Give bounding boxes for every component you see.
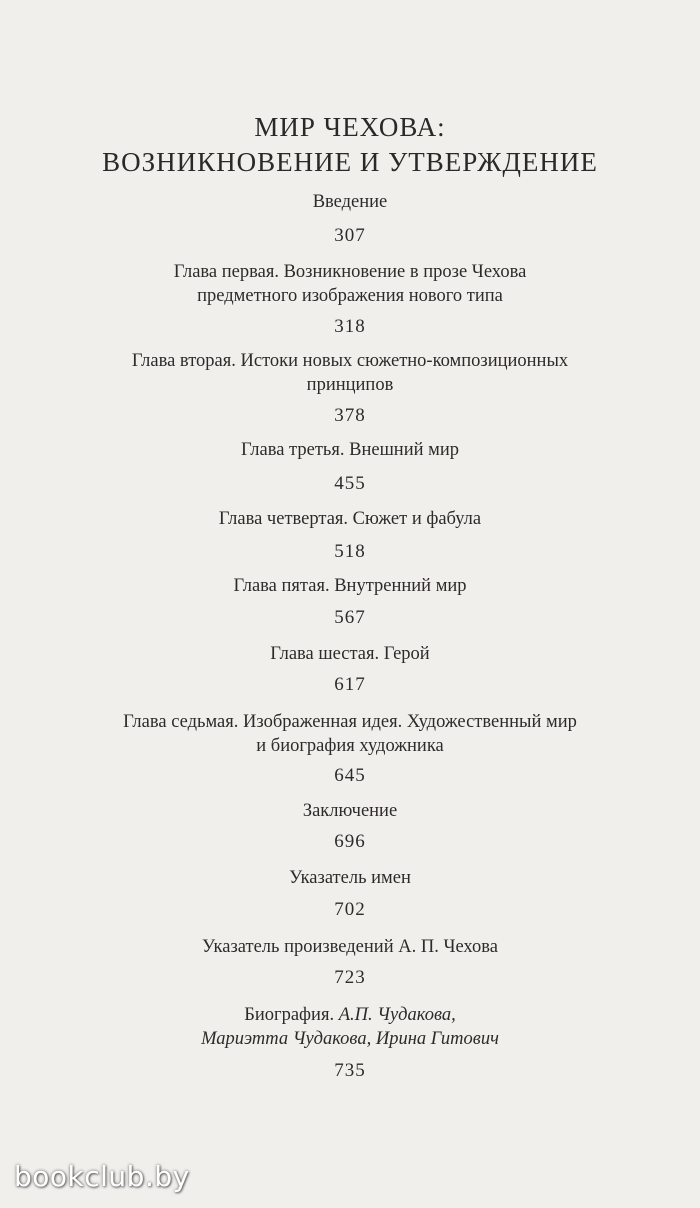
toc-entry-chapter-7-line-1: Глава седьмая. Изображенная идея. Художественный мир [123,712,577,732]
toc-page-number: 696 [334,831,366,852]
toc-page-number: 307 [334,225,366,246]
toc-entry-chapter-1-line-1: Глава первая. Возникновение в прозе Чехова [173,262,527,282]
section-title-line-1: МИР ЧЕХОВА: [254,112,446,142]
watermark-text: bookclub.by [14,1160,190,1193]
toc-entry-chapter-4: Глава четвертая. Сюжет и фабула [218,509,482,529]
biography-author: А.П. Чудакова, [338,1005,456,1025]
toc-entry-chapter-2-line-2: принципов [306,375,394,395]
toc-entry-name-index: Указатель имен [289,868,411,888]
toc-entry-chapter-3: Глава третья. Внешний мир [240,440,459,460]
toc-entry-conclusion: Заключение [302,801,398,821]
toc-page-number: 645 [334,765,366,786]
toc-entry-biography-line-2: Мариэтта Чудакова, Ирина Гитович [201,1029,499,1049]
toc-page-number: 617 [334,674,366,695]
toc-page-number: 378 [334,405,366,426]
toc-entry-biography-line-1 [60,1003,640,1027]
biography-label: Биография. [244,1005,335,1025]
toc-page-number: 723 [334,967,366,988]
toc-entry-chapter-2-line-1: Глава вторая. Истоки новых сюжетно-композиционных [131,351,569,371]
toc-entry-chapter-7-line-2: и биография художника [256,736,444,756]
toc-entry-chapter-1-line-2: предметного изображения нового типа [197,286,503,306]
toc-page-number: 735 [334,1060,366,1081]
toc-page-number: 567 [334,607,366,628]
toc-page-number: 318 [334,316,366,337]
toc-page-number: 702 [334,899,366,920]
toc-page-number: 518 [334,541,366,562]
toc-entry-chapter-5: Глава пятая. Внутренний мир [233,576,467,596]
toc-entry-introduction: Введение [312,192,388,212]
toc-entry-chapter-6: Глава шестая. Герой [270,644,430,664]
toc-page-number: 455 [334,473,366,494]
toc-entry-works-index: Указатель произведений А. П. Чехова [202,937,498,957]
section-title-line-2: ВОЗНИКНОВЕНИЕ И УТВЕРЖДЕНИЕ [102,147,598,177]
